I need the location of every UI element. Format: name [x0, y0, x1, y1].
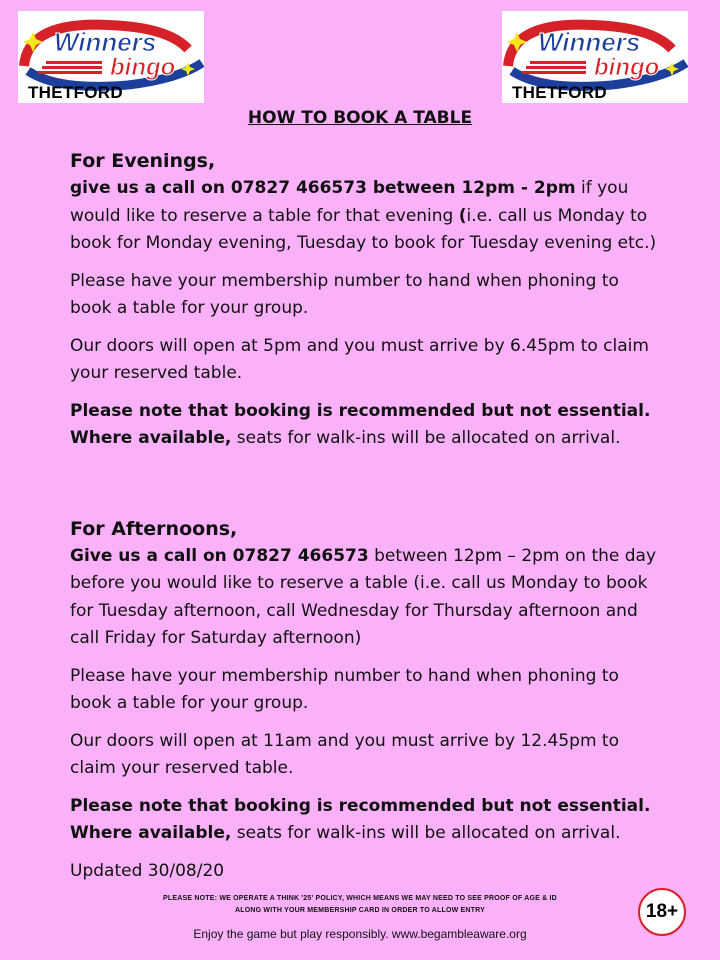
winners-bingo-emblem [502, 11, 688, 91]
evenings-call-paragraph [70, 175, 660, 258]
updated-date: Updated 30/08/20 [70, 860, 225, 881]
think-25-policy-notice: PLEASE NOTE: WE OPERATE A THINK '25' POLICY, WHICH MEANS WE MAY NEED TO SEE PROOF OF AGE & ID ALONG WITH YOUR MEMBERSHIP CARD IN ORDER TO ALLOW ENTRY [163, 895, 557, 914]
booking-instructions [70, 147, 660, 895]
age-restriction-badge: 18+ [638, 888, 686, 936]
evenings-note-rest: seats for walk-ins will be allocated on arrival. [231, 428, 621, 448]
logo-location: THETFORD [512, 83, 607, 102]
evenings-section [70, 147, 660, 453]
logo-brand-line2: bingo [110, 54, 176, 81]
evenings-call-rest: if you would like to reserve a table for that evening [70, 178, 629, 226]
logo-location: THETFORD [28, 83, 123, 102]
evenings-note-paragraph [70, 398, 660, 453]
afternoons-call-paragraph [70, 543, 660, 653]
afternoons-membership-paragraph: Please have your membership number to hand when phoning to book a table for your group. [70, 665, 619, 713]
evenings-membership-paragraph: Please have your membership number to hand when phoning to book a table for your group. [70, 270, 619, 318]
afternoons-call-bold: Give us a call on 07827 466573 [70, 545, 369, 566]
evenings-call-example: i.e. call us Monday to book for Monday evening, Tuesday to book for Tuesday evening etc.) [70, 205, 657, 253]
afternoons-section [70, 515, 660, 848]
logo-brand-line2: bingo [594, 54, 660, 81]
evenings-call-bold: give us a call on 07827 466573 between 12pm - 2pm [70, 178, 576, 198]
winners-bingo-emblem [18, 11, 204, 91]
winners-bingo-logo-right [502, 11, 688, 103]
logo-brand-line1: Winners [54, 27, 157, 57]
afternoons-note-rest: seats for walk-ins will be allocated on arrival. [231, 823, 621, 843]
afternoons-heading: For Afternoons, [70, 517, 238, 540]
evenings-note-bold-2: Where available, [70, 428, 232, 448]
logo-brand-line1: Winners [538, 27, 641, 57]
page-title: HOW TO BOOK A TABLE [247, 108, 473, 128]
afternoons-doors-paragraph: Our doors will open at 11am and you must arrive by 12.45pm to claim your reserved table. [70, 730, 619, 778]
responsible-gambling-footer: Enjoy the game but play responsibly. www.begambleaware.org [193, 927, 527, 941]
afternoons-note-bold-1: Please note that booking is recommended but not essential. [70, 795, 651, 816]
afternoons-call-rest: between 12pm – 2pm on the day before you would like to reserve a table (i.e. call us Monday to book for Tuesday afternoon, call Wednesday for Thursday afternoon and call Friday for Saturday afternoon) [70, 545, 657, 648]
evenings-paren-bold: ( [458, 205, 467, 226]
evenings-heading: For Evenings, [70, 150, 216, 172]
evenings-doors-paragraph: Our doors will open at 5pm and you must arrive by 6.45pm to claim your reserved table. [70, 335, 649, 383]
afternoons-note-paragraph [70, 793, 660, 848]
afternoons-note-bold-2: Where available, [70, 823, 232, 843]
evenings-note-bold-1: Please note that booking is recommended but not essential. [70, 400, 651, 421]
winners-bingo-logo-left [18, 11, 204, 103]
